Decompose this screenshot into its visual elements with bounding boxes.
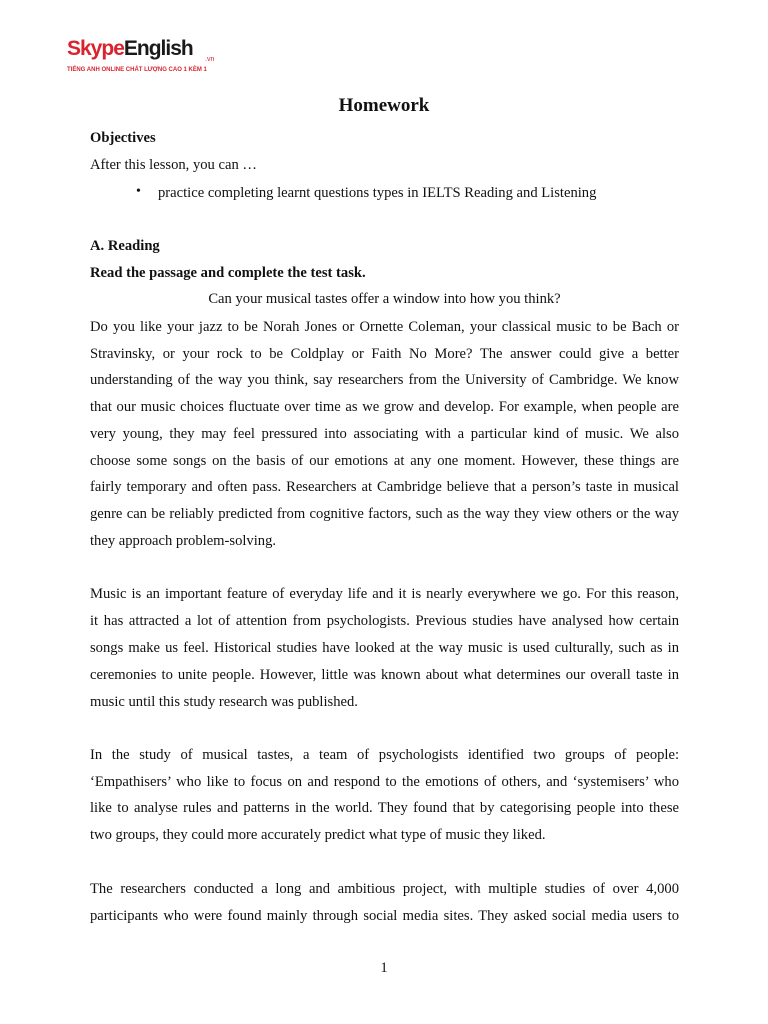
- paragraph-line: songs make us feel. Historical studies have looked at the way music is used culturally, such as in: [90, 640, 679, 656]
- paragraph-line: In the study of musical tastes, a team of psychologists identified two groups of people:: [90, 747, 679, 763]
- paragraph-line: ceremonies to unite people. However, little was known about what determines our overall taste in: [90, 667, 679, 683]
- section-heading: A. Reading: [90, 238, 160, 254]
- paragraph-line: very young, they may feel pressured into associating with a particular kind of music. We also: [90, 426, 679, 442]
- paragraph-line: fairly temporary and often pass. Researchers at Cambridge believe that a person’s taste in musical: [90, 479, 679, 495]
- instruction-text: Read the passage and complete the test task.: [90, 265, 366, 281]
- paragraph-line: understanding of the way you think, say researchers from the University of Cambridge. We know: [90, 372, 679, 388]
- paragraph-line: like to analyse rules and patterns in the world. They found that by categorising people into these: [90, 800, 679, 816]
- logo-domain-suffix: .vn: [205, 56, 215, 63]
- page-title: Homework: [338, 95, 430, 116]
- objective-item: practice completing learnt questions types in IELTS Reading and Listening: [158, 185, 597, 201]
- logo-wordmark: SkypeEnglish: [67, 37, 193, 60]
- page-number: 1: [380, 960, 388, 976]
- paragraph-line: Do you like your jazz to be Norah Jones or Ornette Coleman, your classical music to be Bach or: [90, 319, 679, 335]
- paragraph-line: they approach problem-solving.: [90, 533, 277, 549]
- objectives-heading: Objectives: [90, 130, 156, 146]
- paragraph-line: The researchers conducted a long and ambitious project, with multiple studies of over 4,000: [90, 881, 679, 897]
- paragraph-line: that our music choices fluctuate over time as we grow and develop. For example, when people are: [90, 399, 679, 415]
- skypeenglish-logo: [67, 38, 227, 78]
- paragraph-line: choose some songs on the basis of our emotions at any one moment. However, these things are: [90, 453, 679, 469]
- paragraph-line: Music is an important feature of everyday life and it is nearly everywhere we go. For this reason,: [90, 586, 679, 602]
- logo-tagline: TIẾNG ANH ONLINE CHẤT LƯỢNG CAO 1 KÈM 1: [67, 67, 207, 73]
- paragraph-line: it has attracted a lot of attention from psychologists. Previous studies have analysed how certain: [90, 613, 679, 629]
- paragraph-line: genre can be reliably predicted from cognitive factors, such as the way they view others or the way: [90, 506, 679, 522]
- paragraph-line: Stravinsky, or your rock to be Coldplay or Faith No More? The answer could give a better: [90, 346, 679, 362]
- bullet-dot: •: [136, 184, 141, 199]
- paragraph-line: music until this study research was published.: [90, 694, 358, 710]
- passage-title: Can your musical tastes offer a window into how you think?: [208, 291, 561, 307]
- paragraph-line: participants who were found mainly through social media sites. They asked social media users to: [90, 908, 679, 924]
- paragraph-line: two groups, they could more accurately predict what type of music they liked.: [90, 827, 546, 843]
- paragraph-line: ‘Empathisers’ who like to focus on and respond to the emotions of others, and ‘systemisers’ who: [90, 774, 679, 790]
- objectives-intro: After this lesson, you can …: [90, 157, 257, 173]
